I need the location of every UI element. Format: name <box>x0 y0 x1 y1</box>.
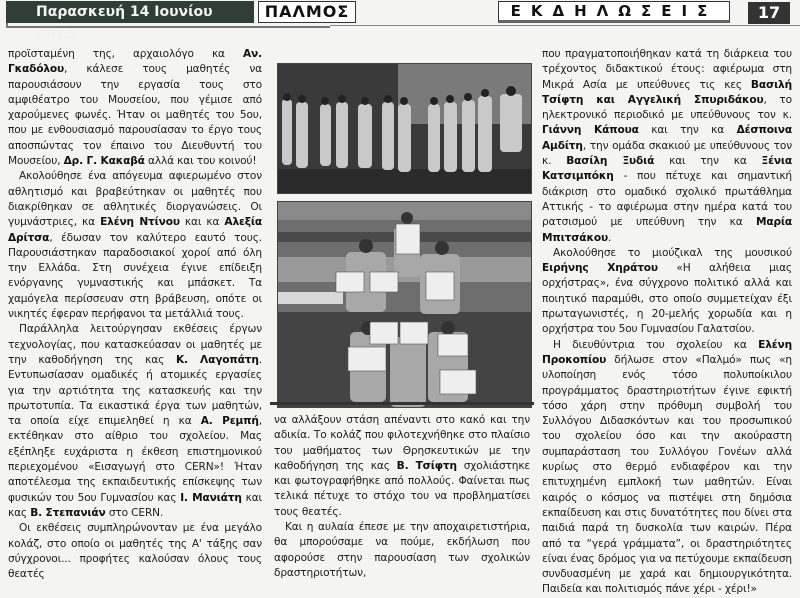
person-name-bold: Β. Στεπανιάν <box>30 506 106 519</box>
article-column-3 <box>542 47 792 598</box>
photo-caption-divider <box>270 402 534 405</box>
article-text: και την κα <box>654 155 762 168</box>
person-name-bold: Α. Ρεμπή <box>200 415 259 428</box>
person-name-bold: Ειρήνης Χηράτου <box>542 262 658 275</box>
person-name-bold: Αλεξία Δρίτσα <box>8 216 262 244</box>
article-text: . <box>607 231 612 244</box>
header-rule <box>6 23 330 28</box>
person-name-bold: Κ. Λαγοπάτη <box>175 353 259 366</box>
photo-stage-performance <box>277 63 532 194</box>
article-text: δήλωσε στον «Παλμό» πως «η υλοποίηση ενός τόσο πολυποίκιλου προγράμματος δραστηριοτήτων έγινε εφικτή τόσο χάρη στην πρόθυμη συμβολή του Συλλόγου Διδασκόντων και του προσωπικού του σχολείου όσο και την ακούραστη συμπαράσταση του Συλλόγου Γονέων αλλά κυρίως στο θερμό ενδιαφέρον και την επιτυχημένη εμπλοκή των μαθητών. Είναι καιρός ο κόσμος να πιστέψει στη δημόσια εκπαίδευση και στις δυνατότητες που δίνει στα παιδιά παρά τη δυσκολία των καιρών. Πέρα από τα “γερά γράμματα”, οι δραστηριότητες είναι ένας δρόμος για να πετύχουμε εκπαίδευση συνδυασμένη με χαρά και δημιουργικότητα. Παιδεία και πολιτισμός πάνε χέρι - χέρι!» <box>542 353 792 596</box>
page-header <box>0 0 800 42</box>
article-text: Και η αυλαία έπεσε με την αποχαιρετιστήρια, θα μπορούσαμε να πούμε, εκδήλωση που αφορούσε στην παρουσίαση των σχολικών δραστηριοτήτων, <box>274 521 530 579</box>
person-name-bold: Ελένη Προκοπίου <box>542 338 792 366</box>
person-name-bold: Δέσποινα Αμδίτη <box>542 124 793 152</box>
person-name-bold: Ελένη Ντίνου <box>100 216 180 229</box>
person-name-bold: Ι. Μανιάτη <box>180 491 242 504</box>
section-title: ΕΚΔΗΛΩΣΕΙΣ <box>498 1 730 23</box>
newspaper-masthead: ΠΑΛΜΟΣ <box>258 1 356 23</box>
article-text: , το ηλεκτρονικό περιοδικό με υπεύθυνους τον κ. <box>542 93 792 122</box>
article-text: Ακολούθησε ένα απόγευμα αφιερωμένο στον αθλητισμό και βραβεύτηκαν οι μαθητές που διακρίθηκαν σε αθλητικές διοργανώσεις. Οι γυμνάστριες, κα <box>8 170 262 229</box>
article-text: Η διευθύντρια του σχολείου κα <box>553 338 759 351</box>
article-paragraph <box>8 322 262 521</box>
article-text: Ακολούθησε το μιούζικαλ της μουσικού <box>553 246 792 259</box>
section-rule <box>330 25 800 26</box>
article-text: προϊσταμένη της, αρχαιολόγο κα <box>8 48 243 60</box>
photo-human-pyramid <box>277 201 532 408</box>
article-paragraph <box>542 246 792 338</box>
article-text: , έδωσαν τον καλύτερο εαυτό τους. Παρουσιάστηκαν παραδοσιακοί χοροί από όλη την Ελλάδα. Στη συνέχεια έγινε επίδειξη ενόργανης γυμναστικής και μπάσκετ. Τα χαμόγελα περίσσευαν στη βράβευση, οπότε οι νικητές έφεραν περήφανοι τα μετάλλιά τους. <box>8 231 262 321</box>
article-text: και την κα <box>638 124 737 137</box>
article-text: να αλλάξουν στάση απέναντι στο κακό και την αδικία. Το κολάζ που φιλοτεχνήθηκε στο πλαίσιο του μαθήματος των Θρησκευτικών με την καθοδήγηση της κας <box>274 414 530 472</box>
person-name-bold: Γιάννη Κάπουα <box>542 124 639 137</box>
article-text: , εκτέθηκαν στο αίθριο του σχολείου. Μας εξέπληξε ευχάριστα η έκθεση επιστημονικού περιεχομένου «Εισαγωγή στο CERN»! Ήταν αποτέλεσμα της εκπαιδευτικής επίσκεψης των φυσικών του 5ου Γυμνασίου κας <box>8 415 262 504</box>
article-paragraph <box>274 520 530 581</box>
pyramid-photo-image <box>278 202 531 407</box>
article-text: που πραγματοποιήθηκαν κατά τη διάρκεια του τρέχοντος διδακτικού έτους: αφιέρωμα στη Μικρά Ασία με υπεύθυνες τις κες <box>542 48 792 91</box>
article-column-2 <box>274 413 530 581</box>
article-text: . Εντυπωσίασαν ομαδικές ή ατομικές εργασίες για την αρτιότητα της κατασκευής και την πρωτοτυπία. Τα εικαστικά έργα των μαθητών, τα οποία είχε επιμεληθεί η κα <box>8 353 262 428</box>
page-number: 17 <box>748 2 790 24</box>
article-paragraph <box>8 47 262 169</box>
issue-date: Παρασκευή 14 Ιουνίου 2013 <box>6 1 254 23</box>
article-text: - που πέτυχε και σημαντική διάκριση στο ομαδικό σχολικό πρωτάθλημα Αττικής - το αφιέρωμα στην ημέρα κατά του ρατσισμού με υπεύθυνη την κα <box>542 170 792 229</box>
person-name-bold: Β. Τσίφτη <box>396 459 457 472</box>
person-name-bold: Μαρία Μπιτσάκου <box>542 216 792 244</box>
article-text: , κάλεσε τους μαθητές να παρουσιάσουν την εργασία τους στο αμφιθέατρο του Μουσείου, που γέμισε από χαρούμενες φωνές. Ήταν οι μαθητές του 5ου, που με ενθουσιασμό παρουσίασαν το έργο τους αποσπώντας τον έπαινο του Διευθυντή του Μουσείου, <box>8 63 262 168</box>
article-text: αλλά και του κοινού! <box>144 155 257 168</box>
article-paragraph <box>542 47 792 246</box>
article-paragraph <box>8 169 262 322</box>
article-paragraph <box>542 338 792 598</box>
article-text: «Η αλήθεια μιας ορχήστρας», ένα σύγχρονο πολιτικό αλλά και ποιητικό παραμύθι, στο οποίο συμμετείχαν έξι πρωταγωνιστές, η 20-μελής χορωδία και η ορχήστρα του 5ου Γυμνασίου Γαλατσίου. <box>542 262 793 336</box>
article-column-1 <box>8 47 262 582</box>
article-text: , την ομάδα σκακιού με υπεύθυνους τον κ. <box>542 139 792 168</box>
article-text: σχολιάστηκε και φωτογραφήθηκε από πολλούς. Φαίνεται πως τελικά πέτυχε το στόχο του να προβληματίσει τους θεατές. <box>274 459 530 518</box>
person-name-bold: Δρ. Γ. Κακαβά <box>63 155 145 168</box>
article-text: Παράλληλα λειτούργησαν εκθέσεις έργων τεχνολογίας, που κατασκεύασαν οι μαθητές με την καθοδήγηση της κας <box>8 323 262 366</box>
article-paragraph <box>8 521 262 582</box>
person-name-bold: Βασιλή Τσίφτη και Αγγελική Σπυριδάκου <box>542 78 792 106</box>
article-paragraph <box>274 413 530 520</box>
person-name-bold: Ξένια Κατσιμπόκη <box>542 155 793 183</box>
article-text: στο CERN. <box>105 506 164 519</box>
stage-photo-image <box>278 64 531 193</box>
article-text: και κας <box>8 491 262 519</box>
person-name-bold: Βασίλη Ξυδιά <box>566 155 655 168</box>
person-name-bold: Αν. Γκαδόλου <box>8 48 262 76</box>
article-text: Οι εκθέσεις συμπληρώνονταν με ένα μεγάλο κολάζ, στο οποίο οι μαθητές της Α' τάξης σαν σύγχρονοι... προφήτες καλούσαν όλους τους θεατές <box>8 522 262 581</box>
article-text: και κα <box>179 216 225 229</box>
